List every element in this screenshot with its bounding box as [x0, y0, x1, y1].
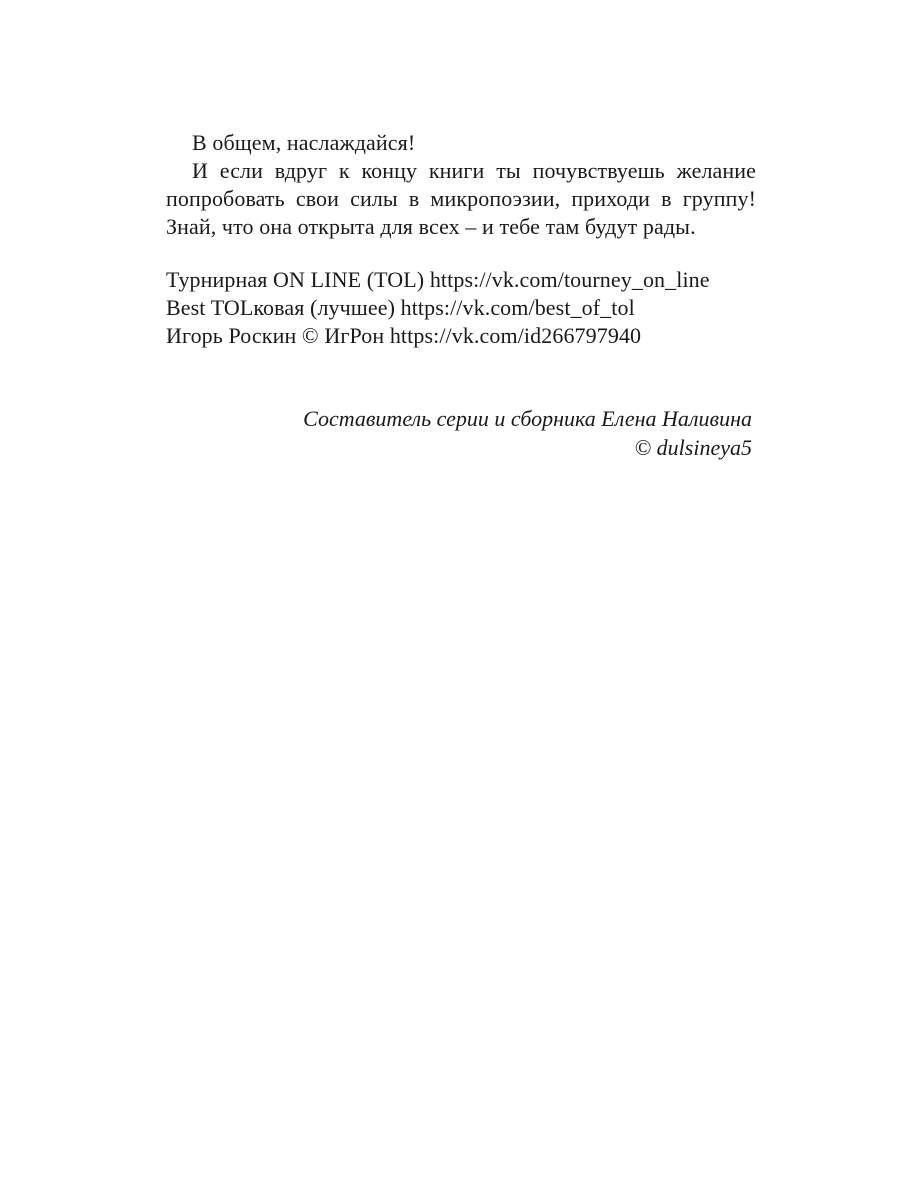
intro-paragraph	[166, 129, 756, 241]
intro-line-open-for-all: Знай, что она открыта для всех – и тебе там будут рады.	[166, 214, 696, 239]
signature-compiler-name: Составитель серии и сборника Елена Наливина	[303, 406, 752, 431]
compiler-signature	[303, 404, 752, 462]
link-line-best-of-tol[interactable]: Best TOLковая (лучшее) https://vk.com/best_of_tol	[166, 295, 635, 320]
link-line-igron[interactable]: Игорь Роскин © ИгРон https://vk.com/id266797940	[166, 323, 642, 348]
intro-line-enjoy: В общем, наслаждайся!	[192, 130, 416, 155]
signature-copyright: © dulsineya5	[634, 435, 752, 460]
intro-line-invite-1: И если вдруг к концу книги ты почувствуешь желание	[192, 158, 756, 183]
group-links	[166, 266, 756, 350]
link-line-tourney[interactable]: Турнирная ON LINE (TOL) https://vk.com/tourney_on_line	[166, 267, 710, 292]
intro-line-invite-2: попробовать свои силы в микропоэзии, приходи в группу!	[166, 186, 756, 211]
